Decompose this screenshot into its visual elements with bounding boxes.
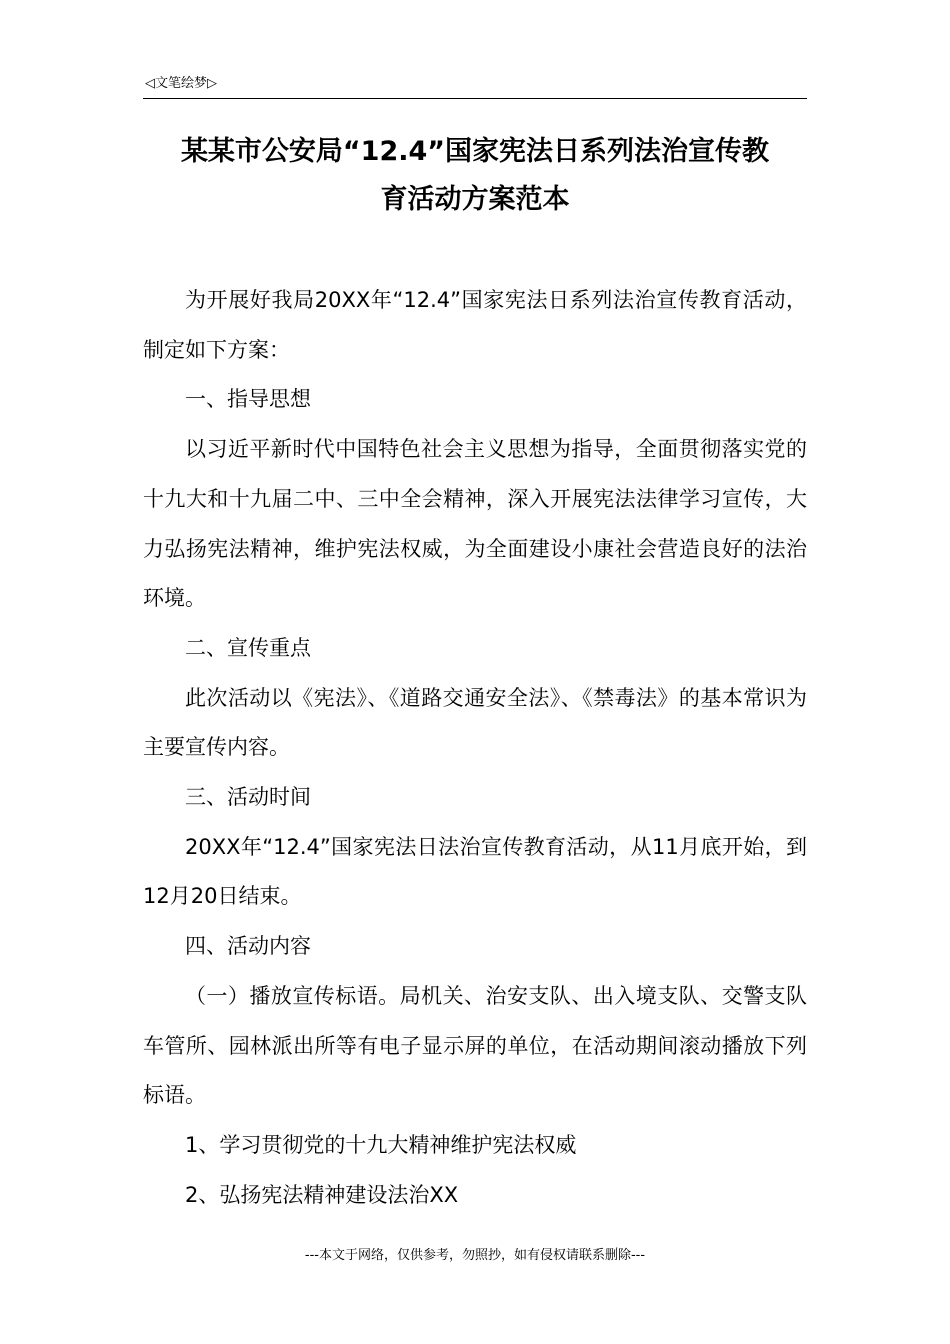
document-body	[143, 276, 807, 1220]
intro-paragraph: 为开展好我局20XX年“12.4”国家宪法日系列法治宣传教育活动，制定如下方案：	[143, 288, 807, 362]
document-title	[143, 128, 807, 224]
header-text: ◁文笔绘梦▷	[145, 76, 217, 91]
activity-time-paragraph: 20XX年“12.4”国家宪法日法治宣传教育活动，从11月底开始，到12月20日结束。	[143, 834, 807, 909]
title-line-2: 育活动方案范本	[380, 184, 570, 215]
page-header	[143, 73, 807, 99]
slogan-item-1: 1、学习贯彻党的十九大精神维护宪法权威	[185, 1132, 577, 1157]
section-heading-activity-content: 四、活动内容	[185, 934, 311, 959]
section-heading-activity-time: 三、活动时间	[185, 785, 311, 810]
section-heading-publicity-focus: 二、宣传重点	[185, 635, 311, 660]
title-line-1: 某某市公安局“12.4”国家宪法日系列法治宣传教	[180, 136, 770, 167]
slogan-item-2: 2、弘扬宪法精神建设法治XX	[185, 1182, 459, 1207]
publicity-focus-paragraph: 此次活动以《宪法》、《道路交通安全法》、《禁毒法》的基本常识为主要宣传内容。	[143, 685, 807, 760]
activity-content-paragraph: （一）播放宣传标语。局机关、治安支队、出入境支队、交警支队车管所、园林派出所等有电子显示屏的单位，在活动期间滚动播放下列标语。	[143, 983, 807, 1108]
section-heading-guiding-ideology: 一、指导思想	[185, 387, 311, 412]
page-footer: ---本文于网络，仅供参考，勿照抄，如有侵权请联系删除---	[304, 1248, 646, 1263]
guiding-ideology-paragraph: 以习近平新时代中国特色社会主义思想为指导，全面贯彻落实党的十九大和十九届二中、三中全会精神，深入开展宪法法律学习宣传，大力弘扬宪法精神，维护宪法权威，为全面建设小康社会营造良好的法治环境。	[143, 437, 807, 611]
